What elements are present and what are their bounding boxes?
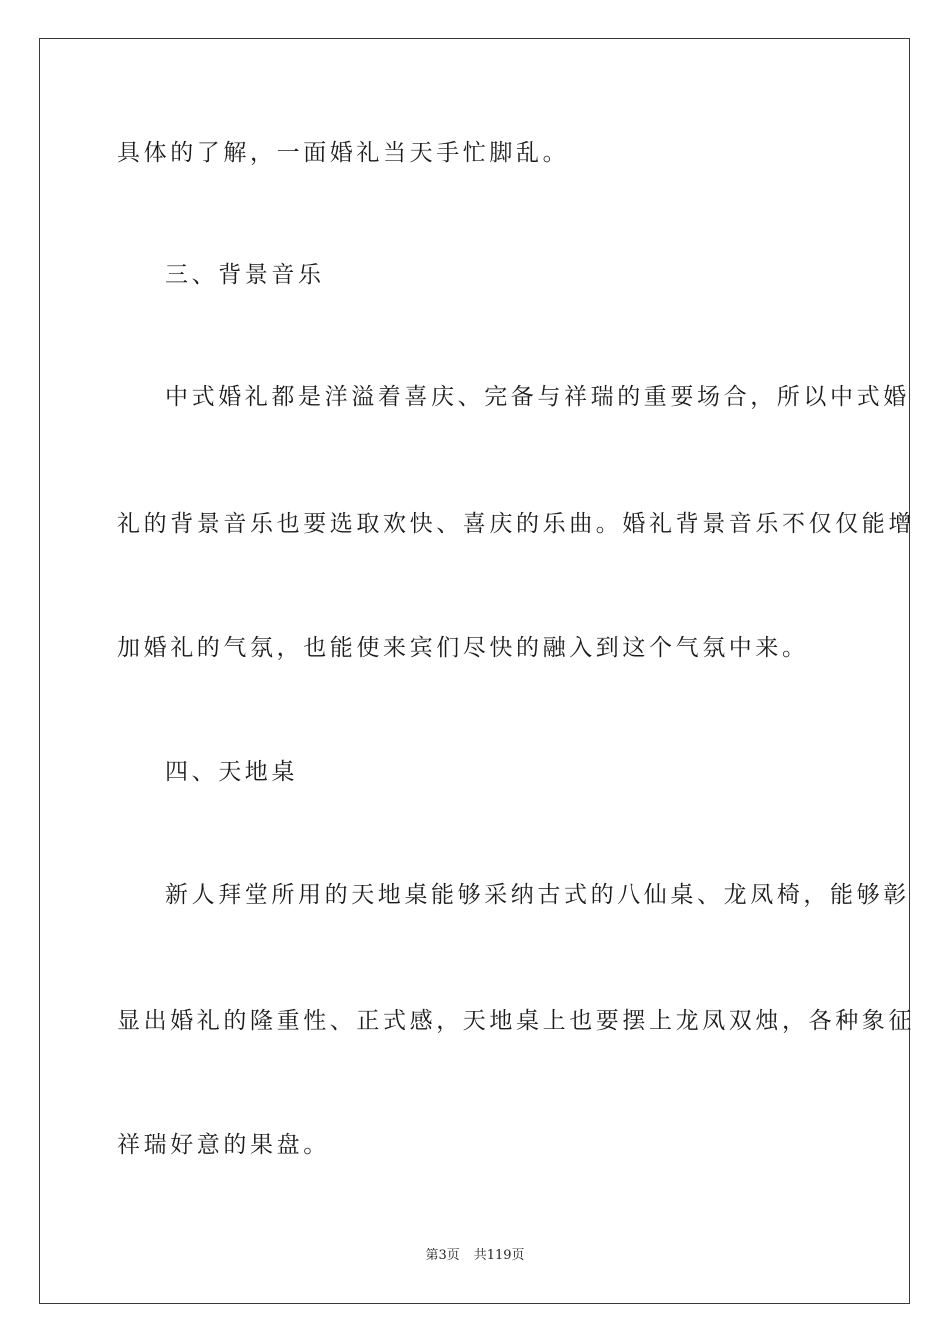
paragraph-music-line-3: 加婚礼的气氛，也能使来宾们尽快的融入到这个气氛中来。 <box>117 635 809 661</box>
text-line-continuation: 具体的了解，一面婚礼当天手忙脚乱。 <box>117 140 570 166</box>
section-heading-background-music: 三、背景音乐 <box>165 262 325 288</box>
total-pages: 共119页 <box>473 1248 525 1263</box>
paragraph-music-line-2: 礼的背景音乐也要选取欢快、喜庆的乐曲。婚礼背景音乐不仅仅能增 <box>117 511 915 537</box>
section-heading-heaven-earth-table: 四、天地桌 <box>165 759 298 785</box>
paragraph-table-line-3: 祥瑞好意的果盘。 <box>117 1132 330 1158</box>
page-footer <box>0 1247 950 1265</box>
page-border <box>39 38 910 1304</box>
paragraph-table-line-1: 新人拜堂所用的天地桌能够采纳古式的八仙桌、龙凤椅，能够彰 <box>165 882 910 908</box>
page-number: 第3页 <box>425 1248 460 1263</box>
paragraph-music-line-1: 中式婚礼都是洋溢着喜庆、完备与祥瑞的重要场合，所以中式婚 <box>165 384 910 410</box>
paragraph-table-line-2: 显出婚礼的隆重性、正式感，天地桌上也要摆上龙凤双烛，各种象征 <box>117 1008 915 1034</box>
